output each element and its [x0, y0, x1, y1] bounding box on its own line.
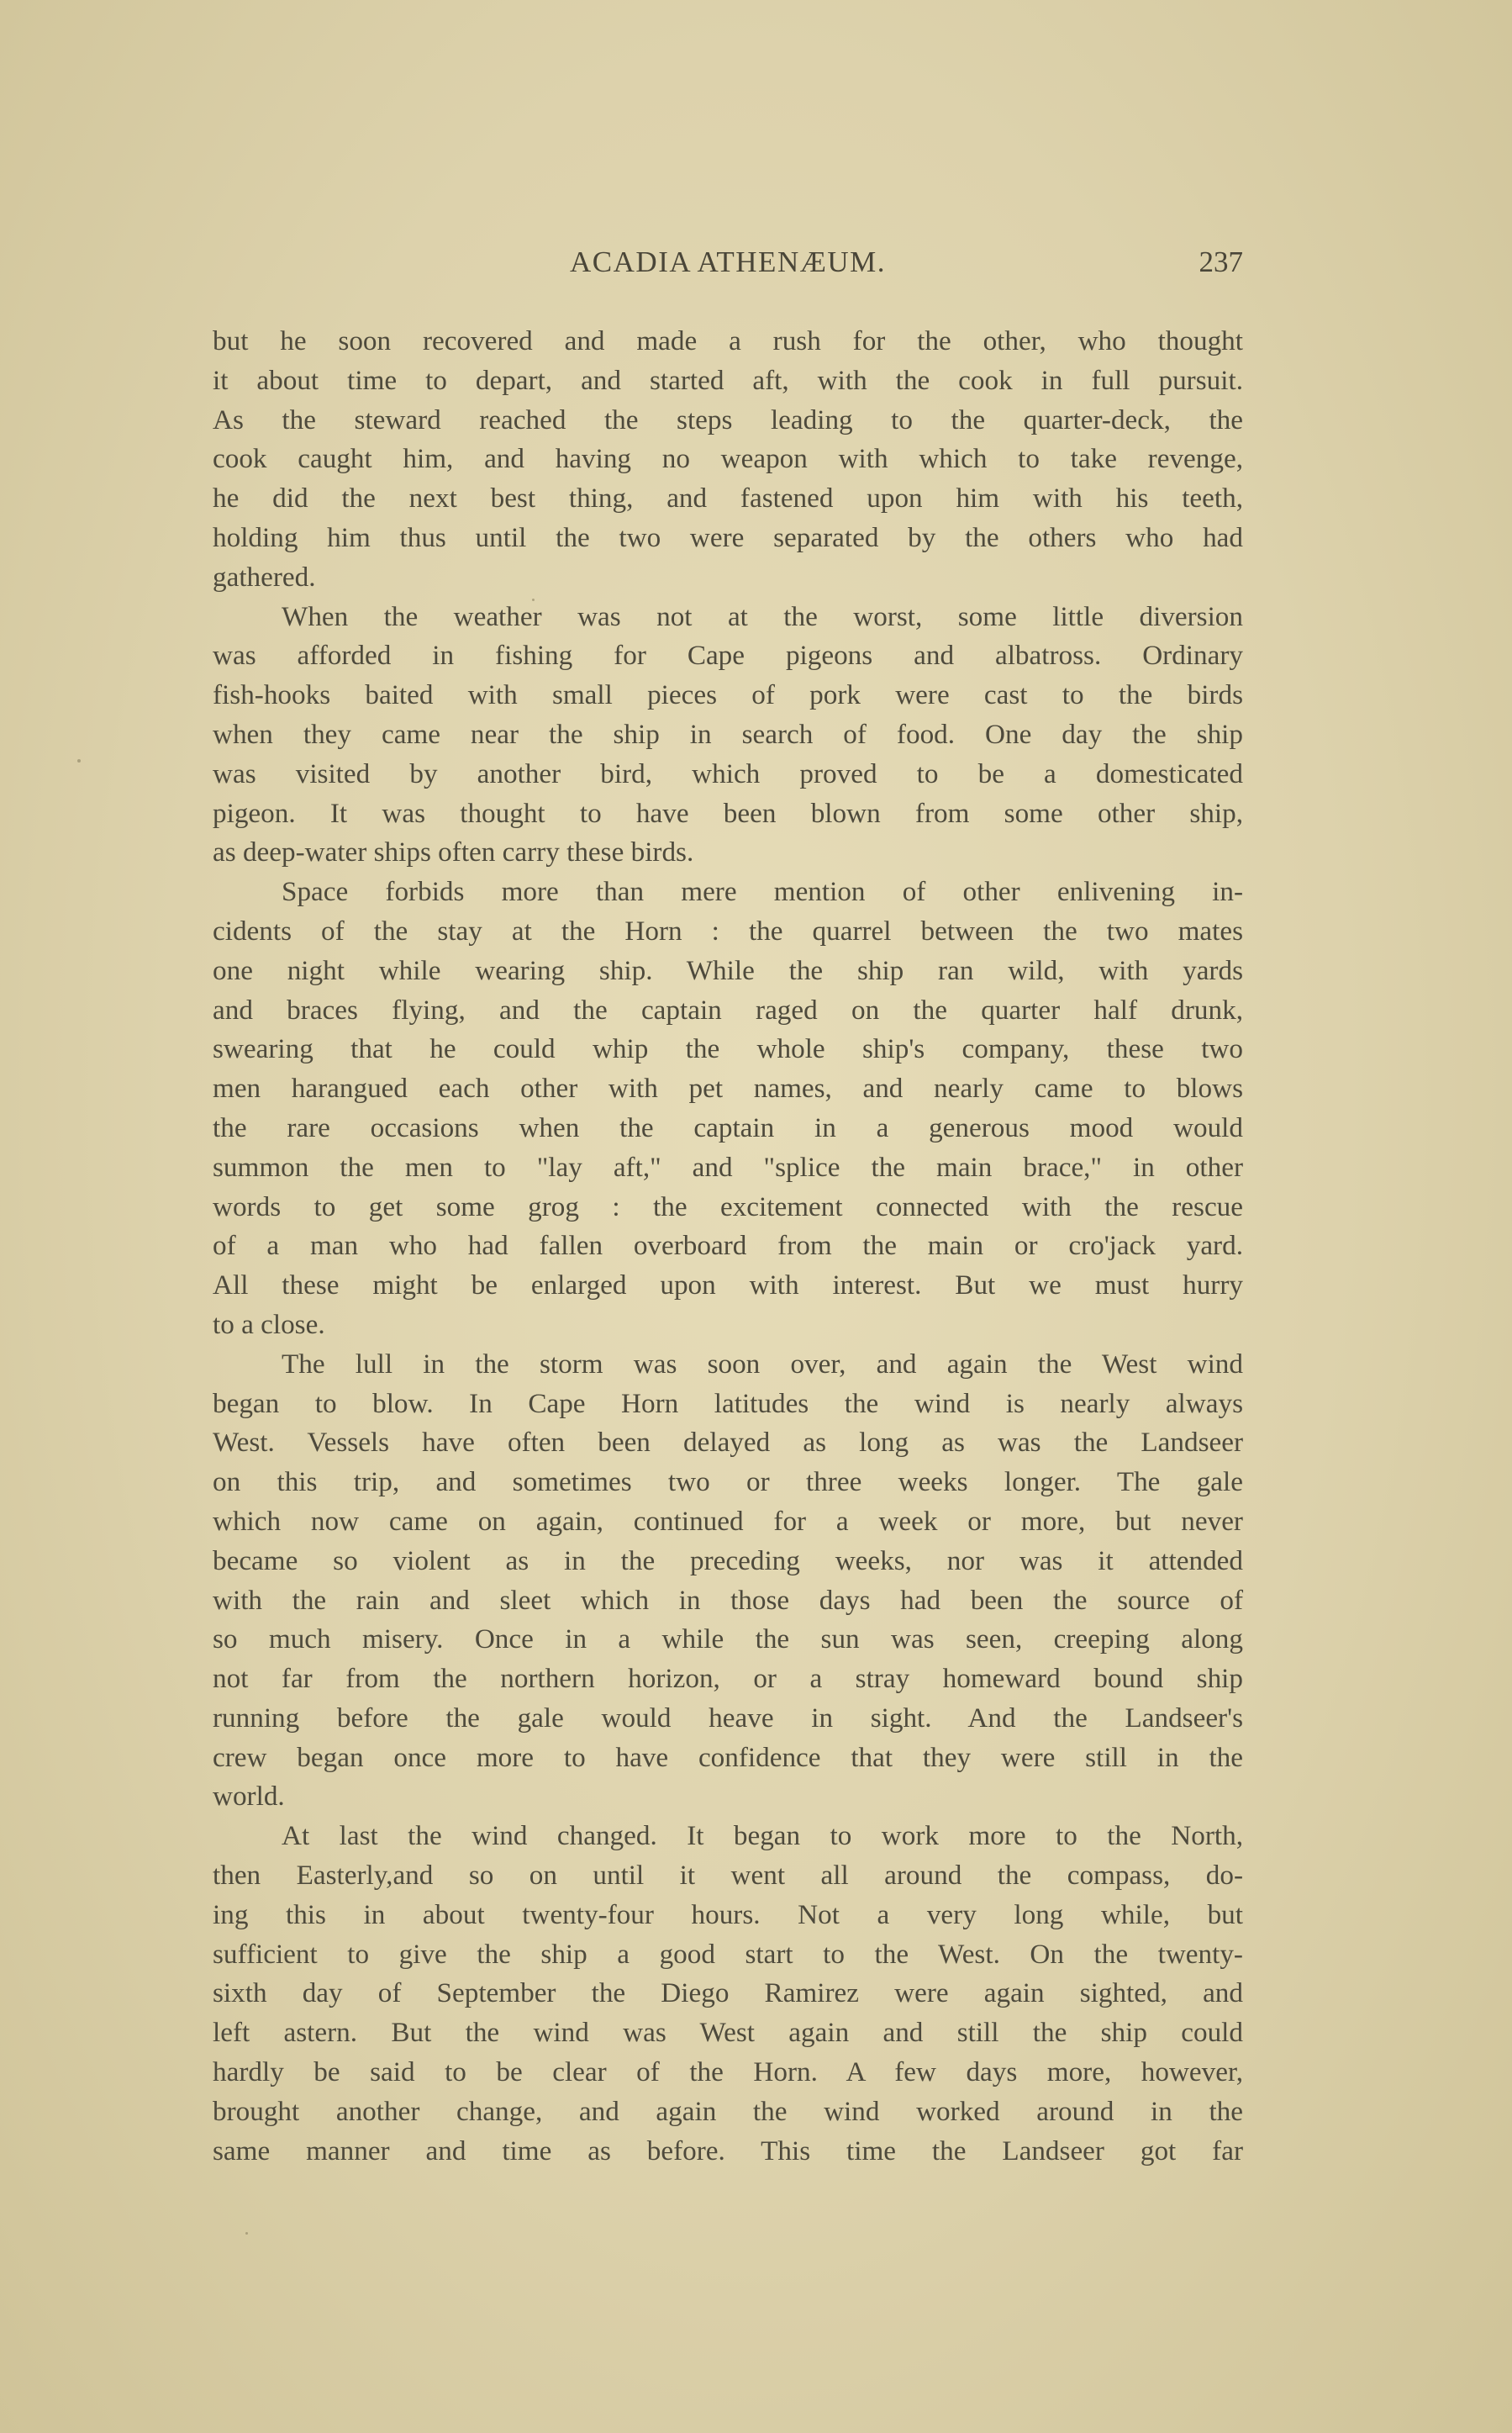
- text-line: gathered.: [213, 561, 316, 593]
- paper-speck: [245, 2232, 248, 2235]
- text-line: summon the men to "lay aft," and "splice the main brace," in other: [213, 1151, 1243, 1183]
- page-number: 237: [1199, 245, 1243, 278]
- text-line: began to blow. In Cape Horn latitudes the wind is nearly always: [213, 1387, 1243, 1419]
- text-line: At last the wind changed. It began to work more to the North,: [282, 1820, 1243, 1852]
- text-line: ing this in about twenty-four hours. Not a very long while, but: [213, 1898, 1243, 1930]
- text-line: West. Vessels have often been delayed as long as was the Landseer: [213, 1427, 1243, 1459]
- text-line: same manner and time as before. This time the Landseer got far: [213, 2135, 1243, 2166]
- text-line: men harangued each other with pet names, and nearly came to blows: [213, 1073, 1243, 1105]
- text-line: with the rain and sleet which in those days had been the source of: [213, 1584, 1243, 1616]
- text-line: not far from the northern horizon, or a stray homeward bound ship: [213, 1663, 1243, 1695]
- text-line: sufficient to give the ship a good start to the West. On the twenty-: [213, 1938, 1243, 1970]
- text-line: Space forbids more than mere mention of other enlivening in-: [282, 876, 1243, 908]
- text-line: When the weather was not at the worst, some little diversion: [282, 600, 1243, 632]
- text-line: crew began once more to have confidence that they were still in the: [213, 1741, 1243, 1773]
- text-line: sixth day of September the Diego Ramirez were again sighted, and: [213, 1977, 1243, 2009]
- text-line: became so violent as in the preceding weeks, nor was it attended: [213, 1544, 1243, 1576]
- text-line: so much misery. Once in a while the sun was seen, creeping along: [213, 1623, 1243, 1655]
- running-head: [213, 245, 1243, 288]
- text-line: cook caught him, and having no weapon with which to take revenge,: [213, 443, 1243, 475]
- text-line: on this trip, and sometimes two or three weeks longer. The gale: [213, 1466, 1243, 1498]
- text-line: world.: [213, 1781, 285, 1813]
- journal-title: ACADIA ATHENÆUM.: [570, 245, 886, 278]
- text-line: the rare occasions when the captain in a generous mood would: [213, 1111, 1243, 1143]
- text-line: then Easterly,and so on until it went all around the compass, do-: [213, 1860, 1243, 1892]
- text-line: to a close.: [213, 1308, 325, 1340]
- text-line: cidents of the stay at the Horn : the quarrel between the two mates: [213, 915, 1243, 947]
- text-line: as deep-water ships often carry these birds.: [213, 837, 694, 868]
- text-line: when they came near the ship in search of food. One day the ship: [213, 718, 1243, 750]
- text-line: it about time to depart, and started aft, with the cook in full pursuit.: [213, 364, 1243, 396]
- text-line: hardly be said to be clear of the Horn. A few days more, however,: [213, 2056, 1243, 2088]
- text-line: As the steward reached the steps leading to the quarter-deck, the: [213, 404, 1243, 435]
- text-line: and braces flying, and the captain raged on the quarter half drunk,: [213, 994, 1243, 1026]
- text-line: but he soon recovered and made a rush for the other, who thought: [213, 325, 1243, 356]
- text-line: of a man who had fallen overboard from the main or cro'jack yard.: [213, 1230, 1243, 1262]
- text-line: was afforded in fishing for Cape pigeons and albatross. Ordinary: [213, 640, 1243, 672]
- text-line: he did the next best thing, and fastened upon him with his teeth,: [213, 483, 1243, 515]
- paper-speck: [532, 599, 535, 601]
- text-line: was visited by another bird, which proved to be a domesticated: [213, 757, 1243, 789]
- text-line: which now came on again, continued for a week or more, but never: [213, 1505, 1243, 1537]
- text-line: left astern. But the wind was West again and still the ship could: [213, 2017, 1243, 2049]
- text-line: All these might be enlarged upon with interest. But we must hurry: [213, 1269, 1243, 1301]
- text-line: running before the gale would heave in sight. And the Landseer's: [213, 1702, 1243, 1734]
- text-line: one night while wearing ship. While the ship ran wild, with yards: [213, 954, 1243, 986]
- paper-speck: [77, 759, 81, 763]
- text-line: words to get some grog : the excitement connected with the rescue: [213, 1190, 1243, 1222]
- text-line: swearing that he could whip the whole ship's company, these two: [213, 1033, 1243, 1065]
- body-text: [213, 322, 1243, 2171]
- text-line: fish-hooks baited with small pieces of pork were cast to the birds: [213, 679, 1243, 711]
- text-line: The lull in the storm was soon over, and again the West wind: [282, 1348, 1243, 1380]
- text-line: pigeon. It was thought to have been blown from some other ship,: [213, 797, 1243, 829]
- text-line: holding him thus until the two were separated by the others who had: [213, 521, 1243, 553]
- text-line: brought another change, and again the wind worked around in the: [213, 2095, 1243, 2127]
